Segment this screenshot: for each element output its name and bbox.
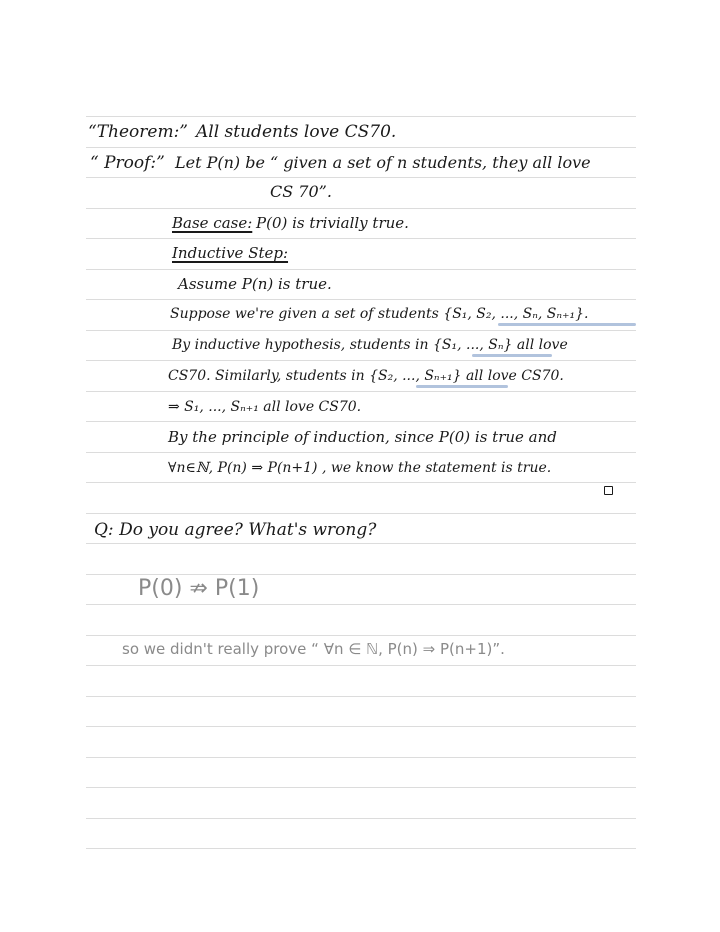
base-case-text: P(0) is trivially true.: [256, 214, 409, 232]
rule-line: [86, 421, 636, 422]
hypothesis-line-2: CS70. Similarly, students in {S₂, ..., Sₙ₊₁} all love CS70.: [168, 368, 564, 384]
rule-line: [86, 177, 636, 178]
rule-line: [86, 299, 636, 300]
proof-label: “ Proof:”: [90, 153, 165, 173]
proof-line-2: CS 70”.: [270, 182, 332, 201]
rule-line: [86, 543, 636, 544]
rule-line: [86, 482, 636, 483]
rule-line: [86, 147, 636, 148]
rule-line: [86, 391, 636, 392]
inductive-step-label: Inductive Step:: [172, 244, 289, 262]
rule-line: [86, 269, 636, 270]
rule-line: [86, 208, 636, 209]
rule-line: [86, 696, 636, 697]
rule-line: [86, 818, 636, 819]
rule-line: [86, 726, 636, 727]
rule-line: [86, 665, 636, 666]
rule-line: [86, 452, 636, 453]
highlight-marker: [416, 385, 508, 388]
implies-line: ⇒ S₁, ..., Sₙ₊₁ all love CS70.: [168, 399, 362, 415]
rule-line: [86, 360, 636, 361]
rule-line: [86, 238, 636, 239]
rule-line: [86, 757, 636, 758]
qed-box-icon: [604, 486, 613, 495]
conclusion-line-2: ∀n∈ℕ, P(n) ⇒ P(n+1) , we know the statement is true.: [168, 460, 552, 476]
rule-line: [86, 330, 636, 331]
answer-conclusion: so we didn't really prove “ ∀n ∈ ℕ, P(n) ⇒ P(n+1)”.: [122, 640, 505, 658]
base-case-label: Base case:: [172, 214, 253, 232]
answer-note: P(0) ⇏ P(1): [138, 576, 260, 601]
highlight-marker: [498, 323, 636, 326]
hypothesis-line-1: By inductive hypothesis, students in {S₁, ..., Sₙ} all love: [172, 337, 568, 353]
highlight-marker: [472, 354, 552, 357]
rule-line: [86, 116, 636, 117]
suppose-line: Suppose we're given a set of students {S₁, S₂, ..., Sₙ, Sₙ₊₁}.: [170, 306, 589, 322]
rule-line: [86, 513, 636, 514]
theorem-text: All students love CS70.: [196, 122, 397, 142]
rule-line: [86, 787, 636, 788]
assume-line: Assume P(n) is true.: [178, 275, 332, 293]
question-text: Q: Do you agree? What's wrong?: [94, 520, 377, 540]
rule-line: [86, 635, 636, 636]
rule-line: [86, 604, 636, 605]
conclusion-line-1: By the principle of induction, since P(0) is true and: [168, 428, 557, 446]
proof-line-1: Let P(n) be “ given a set of n students, they all love: [175, 153, 591, 172]
rule-line: [86, 574, 636, 575]
theorem-label: “Theorem:”: [88, 122, 188, 142]
rule-line: [86, 848, 636, 849]
